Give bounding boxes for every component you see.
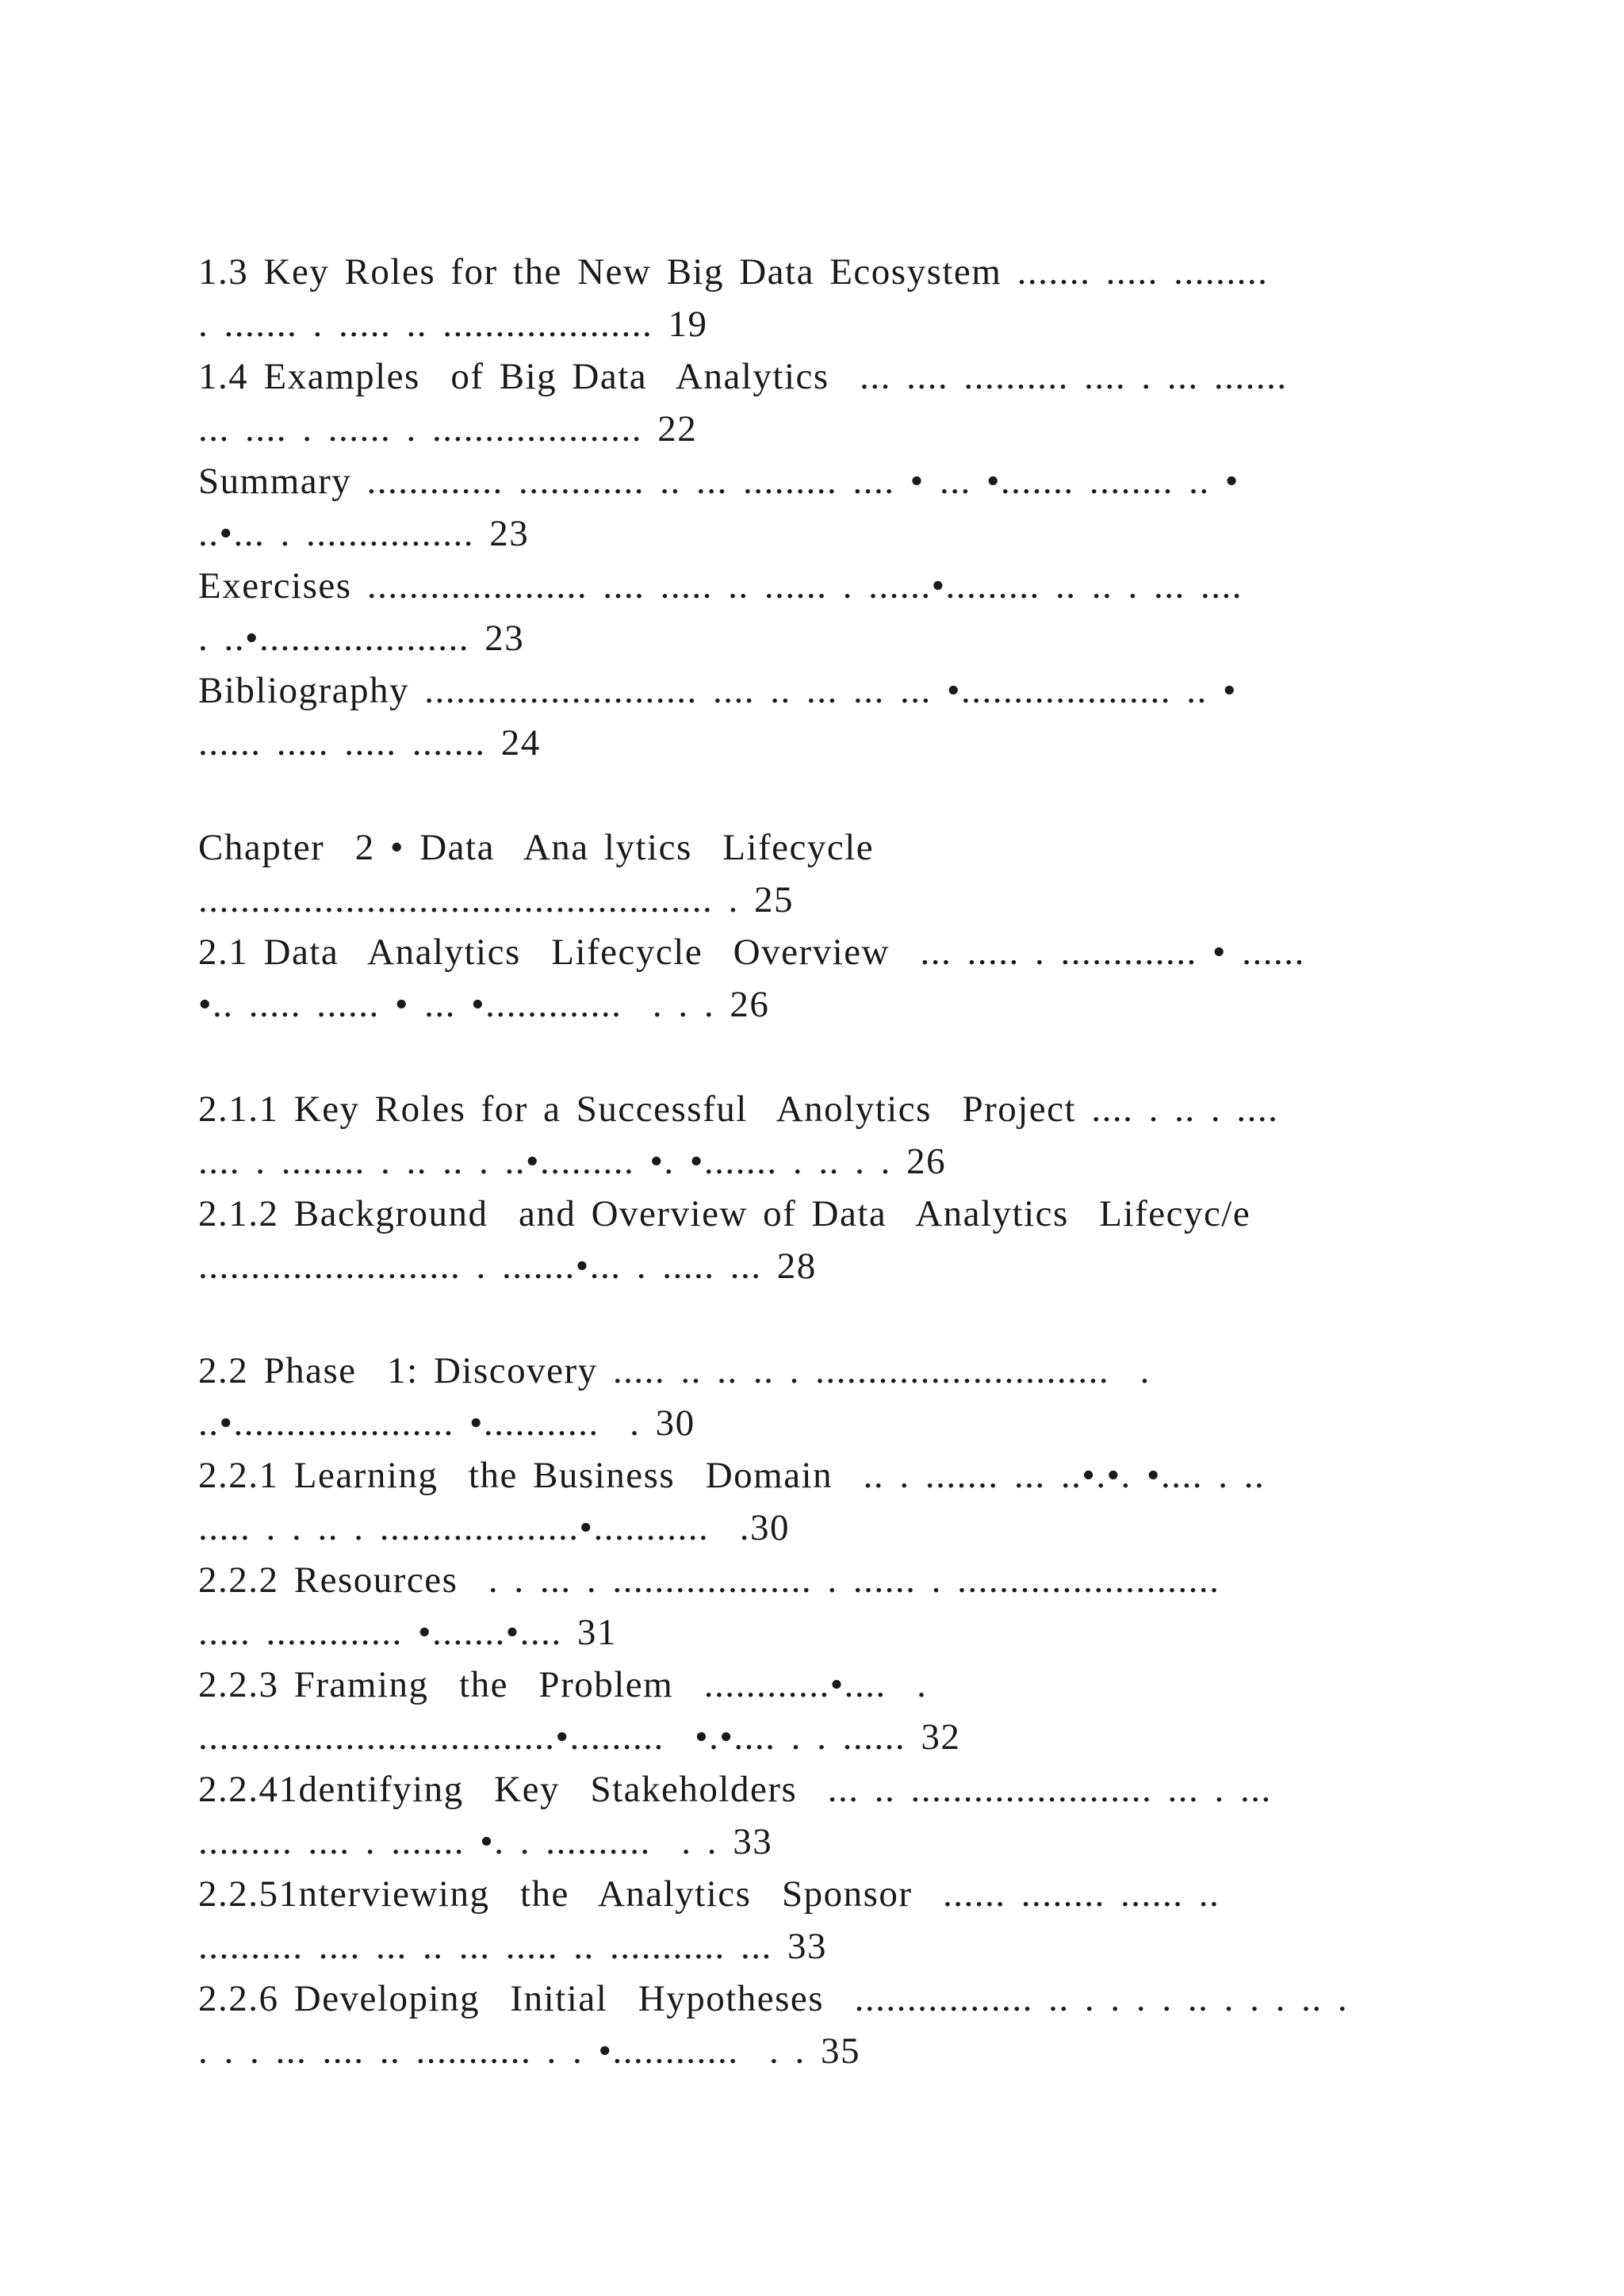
toc-line: 2.2.41dentifying Key Stakeholders ... .. ....................... ... . ...	[198, 1769, 1272, 1810]
toc-line: 2.2.2 Resources . . ... . ................... . ...... . .........................	[198, 1559, 1220, 1601]
toc-line: . ....... . ..... .. .................... 19	[198, 304, 708, 345]
toc-line: . ..•.................... 23	[198, 618, 525, 659]
toc-line: Summary ............. ............ .. ... ......... .... • ... •....... ........ .. •	[198, 461, 1239, 502]
toc-line: 2.2.6 Developing Initial Hypotheses ................. .. . . . . .. . . . .. .	[198, 1978, 1349, 2019]
toc-entry-2-2-5	[198, 1868, 1435, 1973]
toc-entry-bibliography	[198, 664, 1435, 769]
table-of-contents	[198, 246, 1435, 2077]
toc-line: •.. ..... ...... • ... •............. . . . 26	[198, 984, 770, 1025]
toc-entry-2-2-1	[198, 1449, 1435, 1554]
toc-line: ................................................. . 25	[198, 879, 794, 920]
toc-line: ..•..................... •........... . 30	[198, 1402, 695, 1444]
toc-line: 2.1.1 Key Roles for a Successful Anolytics Project .... . .. . ....	[198, 1089, 1279, 1130]
toc-line: Bibliography .......................... .... .. ... ... ... •.................... .. •	[198, 670, 1237, 711]
toc-line: ...... ..... ..... ....... 24	[198, 722, 541, 763]
toc-entry-chapter-2	[198, 821, 1435, 926]
toc-line: ......................... . .......•... . ..... ... 28	[198, 1246, 817, 1287]
toc-entry-2-1-2	[198, 1188, 1435, 1292]
section-gap	[198, 1031, 1435, 1083]
toc-line: 2.2.1 Learning the Business Domain .. . ....... ... ..•.•. •.... . ..	[198, 1455, 1266, 1496]
toc-entry-2-2-2	[198, 1554, 1435, 1659]
toc-entry-exercises	[198, 560, 1435, 664]
toc-entry-2-1-1	[198, 1083, 1435, 1188]
toc-line: .......... .... ... .. ... ..... .. ........... ... 33	[198, 1926, 827, 1967]
toc-line: 2.1 Data Analytics Lifecycle Overview ... ..... . ............. • ......	[198, 932, 1305, 973]
toc-line: .... . ........ . .. .. . ..•......... •. •....... . .. . . 26	[198, 1141, 947, 1182]
toc-line: 1.3 Key Roles for the New Big Data Ecosystem ....... ..... .........	[198, 251, 1269, 293]
toc-line: 2.2 Phase 1: Discovery ..... .. .. .. . ............................ .	[198, 1350, 1151, 1391]
toc-entry-1-3	[198, 246, 1435, 350]
toc-line: 2.2.3 Framing the Problem ............•.... .	[198, 1664, 928, 1705]
section-gap	[198, 1292, 1435, 1345]
toc-entry-2-2-3	[198, 1659, 1435, 1763]
toc-line: ..... . . .. . ...................•........... .30	[198, 1507, 790, 1548]
toc-entry-summary	[198, 455, 1435, 560]
toc-line: ..•... . ................ 23	[198, 513, 530, 554]
toc-line: ... .... . ...... . .................... 22	[198, 408, 698, 450]
toc-entry-2-2-6	[198, 1973, 1435, 2077]
toc-entry-2-2	[198, 1345, 1435, 1449]
toc-line: 2.2.51nterviewing the Analytics Sponsor ...... ........ ...... ..	[198, 1873, 1220, 1915]
toc-line: ......... .... . ....... •. . .......... . . 33	[198, 1821, 773, 1862]
toc-line: ..................................•......... •.•.... . . ...... 32	[198, 1716, 961, 1758]
toc-line: ..... ............. •.......•.... 31	[198, 1612, 617, 1653]
toc-entry-1-4	[198, 350, 1435, 455]
toc-entry-2-1	[198, 926, 1435, 1031]
section-gap	[198, 769, 1435, 821]
toc-line: Chapter 2 • Data Ana lytics Lifecycle	[198, 827, 875, 868]
toc-line: Exercises ..................... .... ..... .. ...... . ......•......... .. .. . ... ....	[198, 565, 1243, 607]
toc-line: . . . ... .... .. ........... . . •............ . . 35	[198, 2030, 860, 2072]
toc-line: 2.1.2 Background and Overview of Data Analytics Lifecyc/e	[198, 1193, 1251, 1234]
toc-line: 1.4 Examples of Big Data Analytics ... .... .......... .... . ... .......	[198, 356, 1288, 397]
toc-entry-2-2-4	[198, 1763, 1435, 1868]
